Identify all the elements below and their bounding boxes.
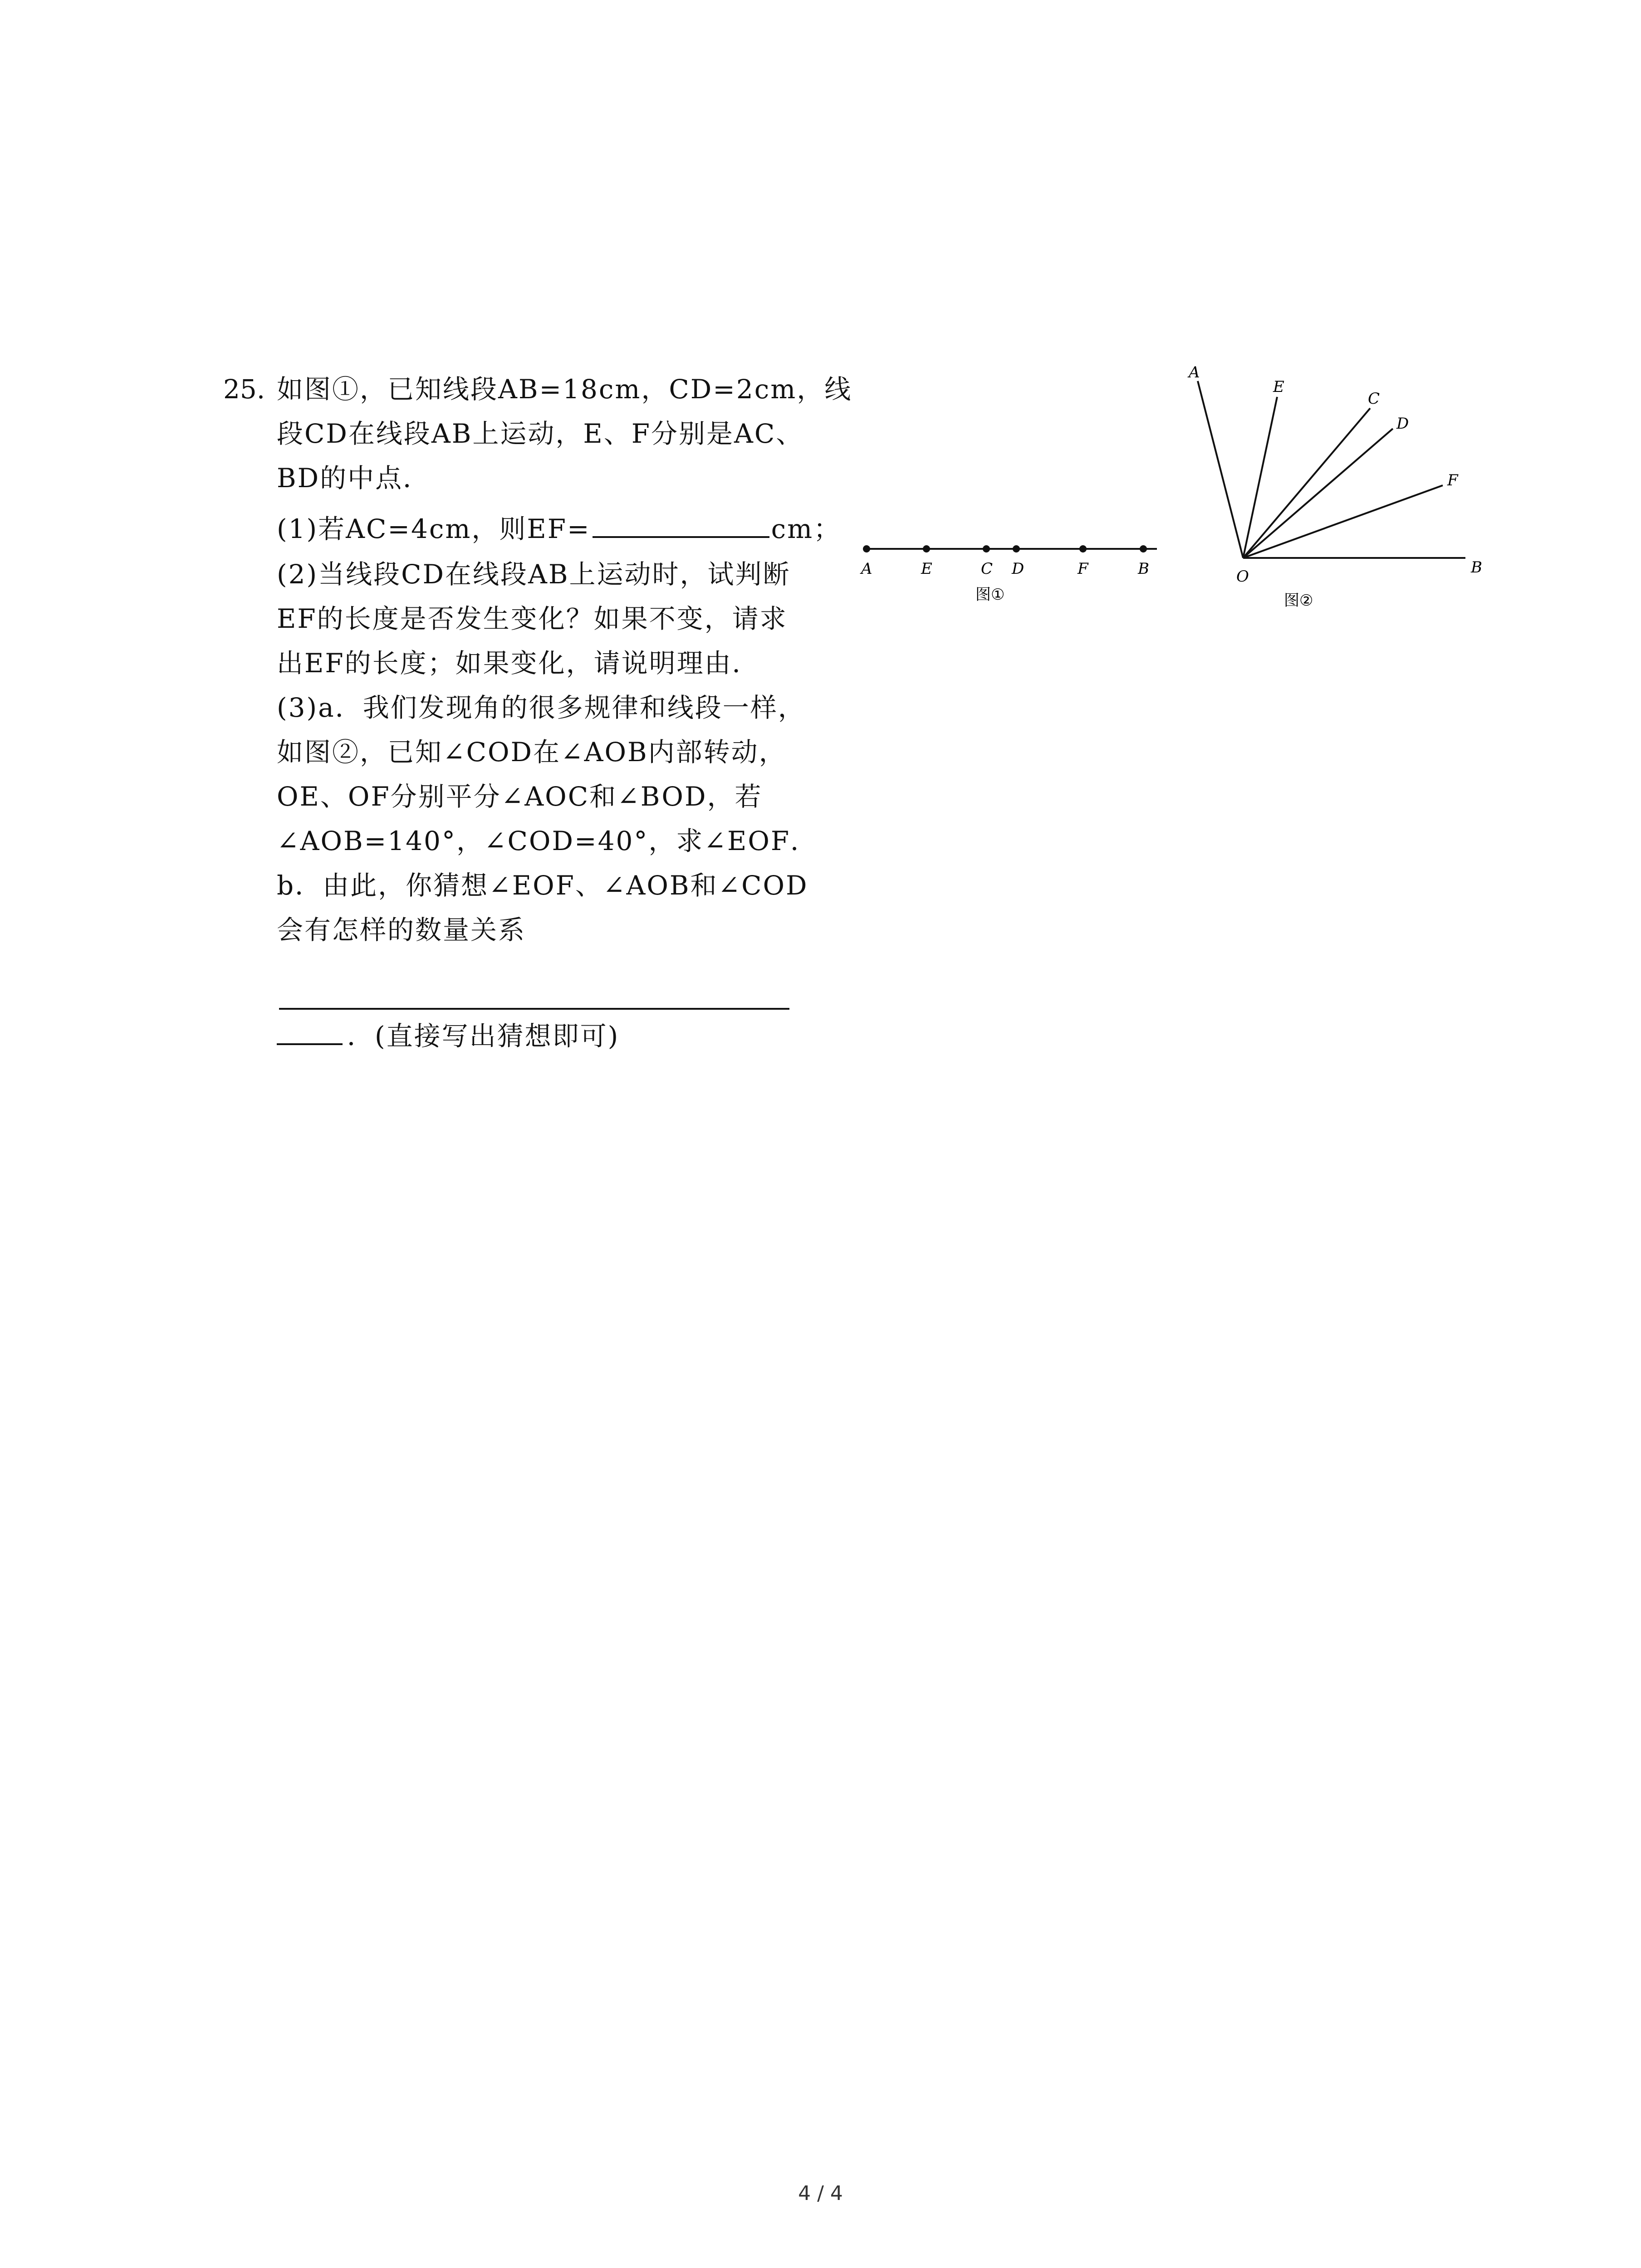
- question-line-3: BD的中点．: [277, 463, 431, 494]
- figure-1-caption: 图①: [975, 586, 1005, 604]
- part3a-line-3: OE、OF分别平分∠AOC和∠BOD，若: [277, 781, 763, 812]
- point-e: [923, 545, 930, 552]
- label-e: E: [921, 560, 932, 578]
- label-ray-b: B: [1471, 558, 1482, 577]
- part3a-line-4: ∠AOB=140°，∠COD=40°，求∠EOF．: [277, 826, 818, 856]
- answer-blank-ef[interactable]: [593, 511, 769, 538]
- label-d: D: [1012, 560, 1024, 578]
- question-line-2: 段CD在线段AB上运动，E、F分别是AC、: [277, 418, 804, 449]
- page-number: 4 / 4: [798, 2182, 843, 2205]
- part1-suffix: cm；: [771, 513, 842, 544]
- point-b: [1140, 545, 1147, 552]
- part2-line-2: EF的长度是否发生变化？如果不变，请求: [277, 603, 788, 634]
- point-c: [983, 545, 990, 552]
- part1-line: [277, 511, 841, 547]
- part3a-line-2: 如图②，已知∠COD在∠AOB内部转动，: [277, 737, 787, 767]
- part3b-line-2: 会有怎样的数量关系: [277, 914, 526, 945]
- part3a-line-1: (3)a．我们发现角的很多规律和线段一样，: [277, 692, 806, 723]
- point-a: [863, 545, 870, 552]
- question-number: 25.: [223, 374, 265, 405]
- label-origin-o: O: [1236, 567, 1249, 586]
- label-c: C: [981, 560, 993, 578]
- label-ray-f: F: [1447, 471, 1458, 489]
- label-ray-a: A: [1189, 363, 1200, 381]
- part3b-last-line: [277, 1018, 619, 1054]
- answer-blank-relation-continued[interactable]: [277, 1018, 343, 1045]
- point-f: [1079, 545, 1087, 552]
- label-ray-e: E: [1273, 378, 1284, 396]
- part2-line-3: 出EF的长度；如果变化，请说明理由．: [277, 648, 760, 679]
- answer-blank-relation[interactable]: [279, 1008, 789, 1010]
- point-d: [1013, 545, 1020, 552]
- last-line-text: ．(直接写出猜想即可): [347, 1021, 620, 1051]
- figure-2-angle: [1180, 354, 1497, 617]
- label-b: B: [1138, 560, 1149, 578]
- label-ray-c: C: [1368, 390, 1380, 408]
- part1-prefix: (1)若AC=4cm，则EF=: [277, 513, 591, 544]
- label-a: A: [861, 560, 872, 578]
- label-f: F: [1078, 560, 1088, 578]
- question-line-1: 如图①，已知线段AB=18cm，CD=2cm，线: [277, 374, 852, 405]
- ray-oa: [1198, 381, 1243, 558]
- part2-line-1: (2)当线段CD在线段AB上运动时，试判断: [277, 559, 791, 590]
- part3b-line-1: b．由此，你猜想∠EOF、∠AOB和∠COD: [277, 870, 808, 901]
- label-ray-d: D: [1396, 415, 1409, 433]
- figure-2-caption: 图②: [1284, 591, 1313, 610]
- figure-1-segment: [853, 526, 1180, 617]
